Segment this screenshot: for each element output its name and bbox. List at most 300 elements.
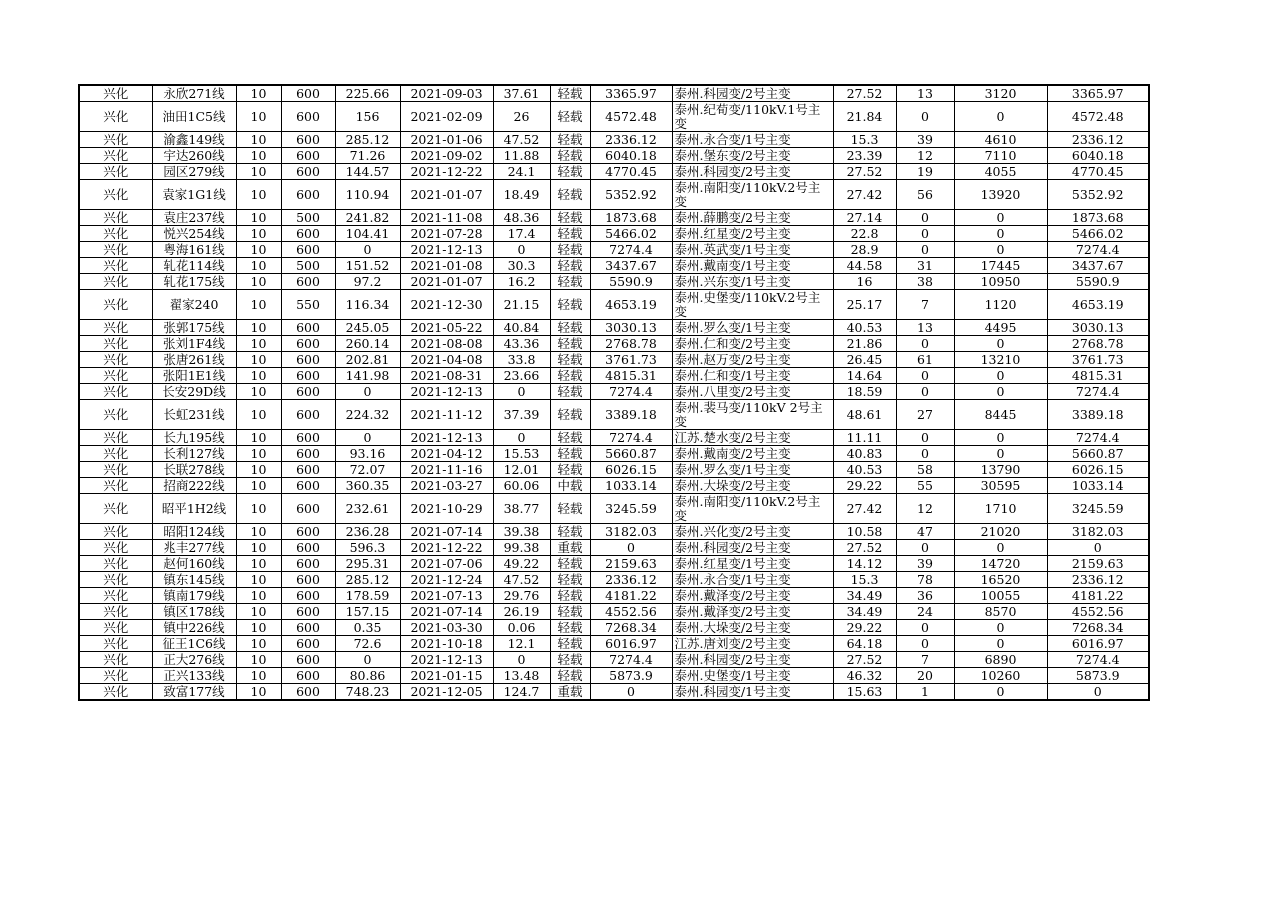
cell-transformer-load-rate: 18.59 (833, 384, 896, 400)
cell-max-date: 2021-12-13 (400, 430, 493, 446)
cell-load-rate: 11.88 (493, 148, 550, 164)
cell-rated-current: 600 (281, 85, 335, 102)
cell-load-rate: 26.19 (493, 604, 550, 620)
cell-rated-current: 600 (281, 164, 335, 180)
cell-substation-transformer: 泰州.仁和变/2号主变 (672, 336, 833, 352)
cell-available-capacity: 3389.18 (590, 400, 672, 430)
cell-rated-current: 600 (281, 462, 335, 478)
cell-voltage: 10 (236, 132, 281, 148)
cell-region: 兴化 (79, 636, 152, 652)
cell-substation-transformer: 泰州.英武变/1号主变 (672, 242, 833, 258)
cell-load-status: 轻载 (550, 400, 590, 430)
cell-remaining-capacity: 7268.34 (1047, 620, 1149, 636)
cell-region: 兴化 (79, 430, 152, 446)
cell-region: 兴化 (79, 384, 152, 400)
cell-voltage: 10 (236, 400, 281, 430)
cell-line-name: 袁家1G1线 (152, 180, 236, 210)
cell-rated-current: 500 (281, 210, 335, 226)
cell-line-name: 赵何160线 (152, 556, 236, 572)
cell-substation-transformer: 泰州.永合变/1号主变 (672, 132, 833, 148)
cell-rated-current: 600 (281, 572, 335, 588)
cell-load-status: 轻载 (550, 336, 590, 352)
cell-load-rate: 47.52 (493, 572, 550, 588)
table-row (79, 320, 1149, 336)
cell-region: 兴化 (79, 400, 152, 430)
table-row (79, 368, 1149, 384)
cell-line-name: 昭阳124线 (152, 524, 236, 540)
cell-voltage: 10 (236, 540, 281, 556)
cell-line-name: 油田1C5线 (152, 102, 236, 132)
cell-voltage: 10 (236, 180, 281, 210)
cell-transformer-load-rate: 34.49 (833, 604, 896, 620)
cell-max-date: 2021-10-18 (400, 636, 493, 652)
cell-voltage: 10 (236, 384, 281, 400)
cell-user-count: 0 (896, 430, 954, 446)
cell-load-rate: 33.8 (493, 352, 550, 368)
cell-rated-current: 550 (281, 290, 335, 320)
cell-voltage: 10 (236, 242, 281, 258)
cell-transformer-load-rate: 27.52 (833, 540, 896, 556)
cell-transformer-load-rate: 64.18 (833, 636, 896, 652)
table-row (79, 290, 1149, 320)
table-row (79, 684, 1149, 701)
cell-load-rate: 21.15 (493, 290, 550, 320)
cell-load-status: 轻载 (550, 274, 590, 290)
cell-max-date: 2021-03-30 (400, 620, 493, 636)
table-row (79, 620, 1149, 636)
cell-rated-current: 500 (281, 258, 335, 274)
cell-rated-current: 600 (281, 148, 335, 164)
cell-load-rate: 99.38 (493, 540, 550, 556)
cell-line-name: 镇南179线 (152, 588, 236, 604)
cell-max-date: 2021-01-15 (400, 668, 493, 684)
cell-load-rate: 12.1 (493, 636, 550, 652)
cell-remaining-capacity: 4770.45 (1047, 164, 1149, 180)
cell-remaining-capacity: 4653.19 (1047, 290, 1149, 320)
cell-substation-transformer: 泰州.南阳变/110kV.2号主变 (672, 180, 833, 210)
cell-rated-current: 600 (281, 668, 335, 684)
cell-transformer-load-rate: 40.53 (833, 320, 896, 336)
cell-max-date: 2021-07-28 (400, 226, 493, 242)
cell-user-count: 0 (896, 242, 954, 258)
cell-available-capacity: 4770.45 (590, 164, 672, 180)
cell-transformer-load-rate: 15.63 (833, 684, 896, 701)
cell-user-capacity: 4055 (954, 164, 1047, 180)
cell-voltage: 10 (236, 478, 281, 494)
cell-region: 兴化 (79, 556, 152, 572)
cell-transformer-load-rate: 29.22 (833, 478, 896, 494)
cell-max-date: 2021-12-05 (400, 684, 493, 701)
cell-user-capacity: 0 (954, 620, 1047, 636)
cell-remaining-capacity: 1033.14 (1047, 478, 1149, 494)
cell-substation-transformer: 泰州.科园变/2号主变 (672, 652, 833, 668)
cell-max-current: 0 (335, 384, 400, 400)
cell-region: 兴化 (79, 85, 152, 102)
cell-voltage: 10 (236, 148, 281, 164)
cell-load-rate: 38.77 (493, 494, 550, 524)
cell-max-date: 2021-12-13 (400, 652, 493, 668)
cell-load-status: 轻载 (550, 352, 590, 368)
cell-voltage: 10 (236, 274, 281, 290)
cell-max-current: 360.35 (335, 478, 400, 494)
cell-available-capacity: 7274.4 (590, 242, 672, 258)
cell-region: 兴化 (79, 102, 152, 132)
cell-voltage: 10 (236, 556, 281, 572)
cell-substation-transformer: 泰州.科园变/2号主变 (672, 164, 833, 180)
table-row (79, 352, 1149, 368)
cell-user-capacity: 0 (954, 226, 1047, 242)
cell-remaining-capacity: 6026.15 (1047, 462, 1149, 478)
cell-remaining-capacity: 3761.73 (1047, 352, 1149, 368)
cell-max-date: 2021-07-14 (400, 604, 493, 620)
cell-region: 兴化 (79, 180, 152, 210)
cell-region: 兴化 (79, 620, 152, 636)
cell-voltage: 10 (236, 85, 281, 102)
cell-max-current: 202.81 (335, 352, 400, 368)
cell-transformer-load-rate: 22.8 (833, 226, 896, 242)
cell-substation-transformer: 泰州.罗么变/1号主变 (672, 320, 833, 336)
cell-user-capacity: 0 (954, 384, 1047, 400)
table-row (79, 572, 1149, 588)
cell-remaining-capacity: 3437.67 (1047, 258, 1149, 274)
cell-max-current: 232.61 (335, 494, 400, 524)
cell-user-count: 0 (896, 620, 954, 636)
cell-line-name: 宇达260线 (152, 148, 236, 164)
cell-max-current: 151.52 (335, 258, 400, 274)
cell-transformer-load-rate: 48.61 (833, 400, 896, 430)
cell-line-name: 粤海161线 (152, 242, 236, 258)
cell-max-current: 0.35 (335, 620, 400, 636)
cell-available-capacity: 3365.97 (590, 85, 672, 102)
table-row (79, 164, 1149, 180)
cell-voltage: 10 (236, 210, 281, 226)
cell-rated-current: 600 (281, 620, 335, 636)
cell-load-rate: 0 (493, 430, 550, 446)
cell-user-capacity: 0 (954, 102, 1047, 132)
cell-rated-current: 600 (281, 604, 335, 620)
cell-rated-current: 600 (281, 132, 335, 148)
cell-user-capacity: 0 (954, 430, 1047, 446)
cell-substation-transformer: 泰州.兴东变/1号主变 (672, 274, 833, 290)
cell-load-rate: 17.4 (493, 226, 550, 242)
cell-user-count: 0 (896, 368, 954, 384)
cell-substation-transformer: 泰州.堡东变/2号主变 (672, 148, 833, 164)
cell-line-name: 张郭175线 (152, 320, 236, 336)
cell-substation-transformer: 泰州.红星变/2号主变 (672, 226, 833, 242)
cell-max-date: 2021-08-08 (400, 336, 493, 352)
cell-available-capacity: 6016.97 (590, 636, 672, 652)
cell-region: 兴化 (79, 242, 152, 258)
cell-substation-transformer: 泰州.仁和变/1号主变 (672, 368, 833, 384)
cell-line-name: 镇区178线 (152, 604, 236, 620)
cell-load-rate: 47.52 (493, 132, 550, 148)
cell-remaining-capacity: 3182.03 (1047, 524, 1149, 540)
cell-max-date: 2021-12-30 (400, 290, 493, 320)
cell-substation-transformer: 泰州.科园变/1号主变 (672, 684, 833, 701)
cell-line-name: 永欣271线 (152, 85, 236, 102)
cell-available-capacity: 7268.34 (590, 620, 672, 636)
cell-available-capacity: 1033.14 (590, 478, 672, 494)
cell-remaining-capacity: 5873.9 (1047, 668, 1149, 684)
cell-transformer-load-rate: 46.32 (833, 668, 896, 684)
cell-line-name: 长利127线 (152, 446, 236, 462)
cell-load-status: 轻载 (550, 588, 590, 604)
cell-available-capacity: 4181.22 (590, 588, 672, 604)
cell-voltage: 10 (236, 320, 281, 336)
cell-rated-current: 600 (281, 556, 335, 572)
cell-load-rate: 0 (493, 652, 550, 668)
cell-max-date: 2021-01-07 (400, 274, 493, 290)
cell-max-date: 2021-01-08 (400, 258, 493, 274)
cell-line-name: 镇东145线 (152, 572, 236, 588)
cell-transformer-load-rate: 34.49 (833, 588, 896, 604)
cell-user-count: 19 (896, 164, 954, 180)
cell-voltage: 10 (236, 462, 281, 478)
cell-line-name: 征王1C6线 (152, 636, 236, 652)
cell-substation-transformer: 泰州.戴南变/1号主变 (672, 258, 833, 274)
cell-load-rate: 0 (493, 384, 550, 400)
cell-substation-transformer: 泰州.科园变/2号主变 (672, 85, 833, 102)
cell-user-capacity: 13210 (954, 352, 1047, 368)
cell-available-capacity: 2159.63 (590, 556, 672, 572)
cell-available-capacity: 7274.4 (590, 430, 672, 446)
cell-rated-current: 600 (281, 636, 335, 652)
cell-rated-current: 600 (281, 540, 335, 556)
cell-line-name: 长虹231线 (152, 400, 236, 430)
table-row (79, 180, 1149, 210)
cell-region: 兴化 (79, 540, 152, 556)
cell-user-count: 0 (896, 336, 954, 352)
cell-region: 兴化 (79, 368, 152, 384)
cell-voltage: 10 (236, 352, 281, 368)
cell-max-date: 2021-10-29 (400, 494, 493, 524)
table-row (79, 556, 1149, 572)
cell-max-date: 2021-02-09 (400, 102, 493, 132)
cell-rated-current: 600 (281, 226, 335, 242)
cell-load-rate: 124.7 (493, 684, 550, 701)
cell-line-name: 正兴133线 (152, 668, 236, 684)
cell-voltage: 10 (236, 336, 281, 352)
cell-substation-transformer: 泰州.八里变/2号主变 (672, 384, 833, 400)
cell-region: 兴化 (79, 352, 152, 368)
cell-remaining-capacity: 3030.13 (1047, 320, 1149, 336)
cell-available-capacity: 7274.4 (590, 652, 672, 668)
cell-user-capacity: 0 (954, 540, 1047, 556)
cell-rated-current: 600 (281, 368, 335, 384)
cell-transformer-load-rate: 14.64 (833, 368, 896, 384)
cell-user-capacity: 0 (954, 336, 1047, 352)
cell-available-capacity: 3437.67 (590, 258, 672, 274)
cell-available-capacity: 3761.73 (590, 352, 672, 368)
cell-user-count: 39 (896, 556, 954, 572)
cell-load-rate: 16.2 (493, 274, 550, 290)
cell-remaining-capacity: 6016.97 (1047, 636, 1149, 652)
cell-user-capacity: 3120 (954, 85, 1047, 102)
cell-user-capacity: 8445 (954, 400, 1047, 430)
cell-line-name: 招商222线 (152, 478, 236, 494)
cell-max-date: 2021-09-03 (400, 85, 493, 102)
cell-substation-transformer: 泰州.罗么变/1号主变 (672, 462, 833, 478)
cell-user-count: 39 (896, 132, 954, 148)
cell-available-capacity: 4815.31 (590, 368, 672, 384)
table-row (79, 588, 1149, 604)
cell-rated-current: 600 (281, 336, 335, 352)
cell-user-capacity: 0 (954, 684, 1047, 701)
cell-max-date: 2021-07-13 (400, 588, 493, 604)
cell-transformer-load-rate: 27.52 (833, 164, 896, 180)
cell-rated-current: 600 (281, 352, 335, 368)
cell-region: 兴化 (79, 524, 152, 540)
cell-max-current: 236.28 (335, 524, 400, 540)
cell-load-status: 轻载 (550, 620, 590, 636)
cell-remaining-capacity: 5660.87 (1047, 446, 1149, 462)
cell-max-current: 144.57 (335, 164, 400, 180)
cell-load-rate: 13.48 (493, 668, 550, 684)
cell-user-count: 0 (896, 102, 954, 132)
cell-load-status: 轻载 (550, 102, 590, 132)
cell-voltage: 10 (236, 588, 281, 604)
feeder-load-table (78, 84, 1150, 701)
cell-load-rate: 37.61 (493, 85, 550, 102)
cell-load-rate: 26 (493, 102, 550, 132)
cell-load-status: 轻载 (550, 556, 590, 572)
cell-available-capacity: 3030.13 (590, 320, 672, 336)
cell-voltage: 10 (236, 446, 281, 462)
cell-remaining-capacity: 1873.68 (1047, 210, 1149, 226)
cell-user-capacity: 8570 (954, 604, 1047, 620)
cell-load-status: 轻载 (550, 320, 590, 336)
cell-user-capacity: 4495 (954, 320, 1047, 336)
cell-remaining-capacity: 4815.31 (1047, 368, 1149, 384)
cell-max-current: 596.3 (335, 540, 400, 556)
cell-line-name: 致富177线 (152, 684, 236, 701)
cell-user-capacity: 14720 (954, 556, 1047, 572)
cell-remaining-capacity: 7274.4 (1047, 384, 1149, 400)
cell-max-current: 245.05 (335, 320, 400, 336)
cell-line-name: 张刘1F4线 (152, 336, 236, 352)
cell-user-count: 0 (896, 384, 954, 400)
cell-rated-current: 600 (281, 494, 335, 524)
cell-available-capacity: 2336.12 (590, 572, 672, 588)
table-row (79, 604, 1149, 620)
cell-substation-transformer: 江苏.楚水变/2号主变 (672, 430, 833, 446)
cell-remaining-capacity: 5352.92 (1047, 180, 1149, 210)
cell-load-status: 轻载 (550, 462, 590, 478)
table-row (79, 430, 1149, 446)
cell-load-status: 轻载 (550, 368, 590, 384)
cell-transformer-load-rate: 27.14 (833, 210, 896, 226)
cell-max-current: 224.32 (335, 400, 400, 430)
cell-substation-transformer: 泰州.兴化变/2号主变 (672, 524, 833, 540)
cell-load-rate: 40.84 (493, 320, 550, 336)
cell-region: 兴化 (79, 320, 152, 336)
cell-load-rate: 18.49 (493, 180, 550, 210)
cell-region: 兴化 (79, 478, 152, 494)
cell-remaining-capacity: 7274.4 (1047, 242, 1149, 258)
cell-line-name: 长安29D线 (152, 384, 236, 400)
table-row (79, 242, 1149, 258)
cell-voltage: 10 (236, 164, 281, 180)
cell-voltage: 10 (236, 572, 281, 588)
cell-remaining-capacity: 4572.48 (1047, 102, 1149, 132)
cell-substation-transformer: 泰州.戴泽变/2号主变 (672, 588, 833, 604)
cell-load-status: 轻载 (550, 242, 590, 258)
cell-available-capacity: 0 (590, 540, 672, 556)
cell-load-rate: 15.53 (493, 446, 550, 462)
cell-user-capacity: 1710 (954, 494, 1047, 524)
cell-rated-current: 600 (281, 384, 335, 400)
cell-user-capacity: 4610 (954, 132, 1047, 148)
cell-load-status: 轻载 (550, 524, 590, 540)
cell-line-name: 袁庄237线 (152, 210, 236, 226)
cell-substation-transformer: 泰州.南阳变/110kV.2号主变 (672, 494, 833, 524)
cell-substation-transformer: 泰州.永合变/1号主变 (672, 572, 833, 588)
cell-user-capacity: 1120 (954, 290, 1047, 320)
cell-max-date: 2021-07-14 (400, 524, 493, 540)
cell-user-capacity: 0 (954, 368, 1047, 384)
cell-max-current: 72.6 (335, 636, 400, 652)
cell-max-current: 141.98 (335, 368, 400, 384)
cell-user-count: 55 (896, 478, 954, 494)
cell-load-status: 轻载 (550, 290, 590, 320)
cell-line-name: 镇中226线 (152, 620, 236, 636)
cell-load-status: 轻载 (550, 85, 590, 102)
cell-rated-current: 600 (281, 180, 335, 210)
table-row (79, 102, 1149, 132)
cell-remaining-capacity: 3389.18 (1047, 400, 1149, 430)
cell-user-capacity: 17445 (954, 258, 1047, 274)
cell-max-date: 2021-08-31 (400, 368, 493, 384)
table-row (79, 85, 1149, 102)
cell-user-capacity: 10055 (954, 588, 1047, 604)
cell-load-rate: 60.06 (493, 478, 550, 494)
cell-region: 兴化 (79, 588, 152, 604)
cell-remaining-capacity: 4181.22 (1047, 588, 1149, 604)
cell-load-rate: 29.76 (493, 588, 550, 604)
cell-available-capacity: 5873.9 (590, 668, 672, 684)
cell-load-rate: 37.39 (493, 400, 550, 430)
cell-user-count: 12 (896, 494, 954, 524)
cell-substation-transformer: 泰州.红星变/1号主变 (672, 556, 833, 572)
cell-region: 兴化 (79, 604, 152, 620)
cell-load-status: 轻载 (550, 668, 590, 684)
table-body (79, 85, 1149, 700)
cell-remaining-capacity: 4552.56 (1047, 604, 1149, 620)
cell-rated-current: 600 (281, 242, 335, 258)
cell-load-status: 轻载 (550, 180, 590, 210)
cell-user-count: 20 (896, 668, 954, 684)
cell-user-count: 61 (896, 352, 954, 368)
cell-user-count: 7 (896, 290, 954, 320)
cell-load-status: 轻载 (550, 384, 590, 400)
cell-substation-transformer: 泰州.裴马变/110kV 2号主变 (672, 400, 833, 430)
cell-load-status: 轻载 (550, 572, 590, 588)
cell-available-capacity: 5352.92 (590, 180, 672, 210)
cell-remaining-capacity: 3245.59 (1047, 494, 1149, 524)
cell-remaining-capacity: 2336.12 (1047, 572, 1149, 588)
cell-available-capacity: 4572.48 (590, 102, 672, 132)
cell-user-count: 0 (896, 540, 954, 556)
cell-transformer-load-rate: 21.86 (833, 336, 896, 352)
cell-user-count: 0 (896, 210, 954, 226)
cell-available-capacity: 4552.56 (590, 604, 672, 620)
cell-max-date: 2021-12-22 (400, 164, 493, 180)
cell-line-name: 正大276线 (152, 652, 236, 668)
table-row (79, 446, 1149, 462)
cell-region: 兴化 (79, 462, 152, 478)
cell-user-capacity: 6890 (954, 652, 1047, 668)
cell-voltage: 10 (236, 652, 281, 668)
